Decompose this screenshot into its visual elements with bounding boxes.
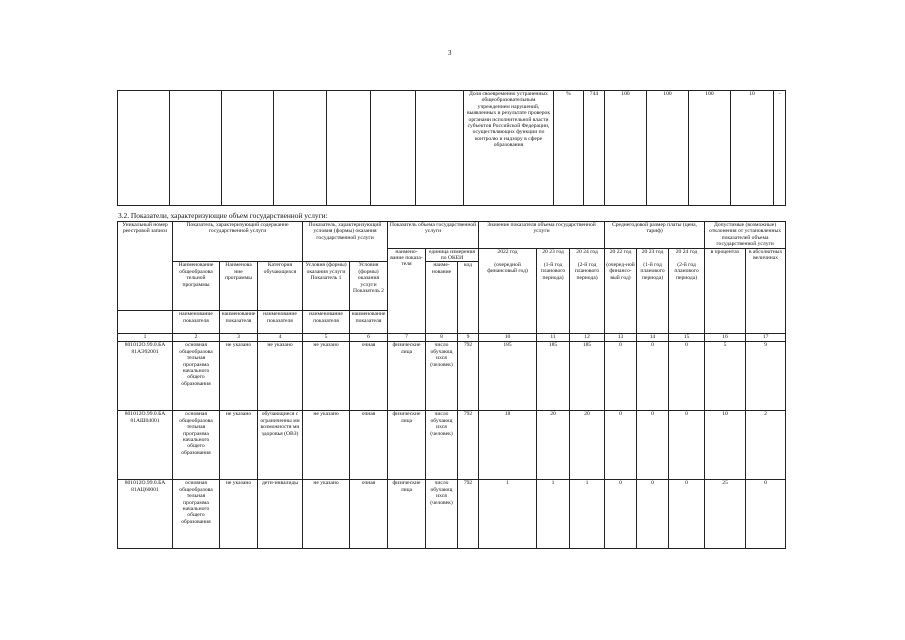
row-programs: не указано xyxy=(220,411,258,480)
row-program: основная общеобразова тельная программа начального общего образования xyxy=(173,342,220,411)
header-fee-2022: 20 22 год xyxy=(605,248,637,262)
row-condition-2: очная xyxy=(350,342,388,411)
empty-cell xyxy=(118,91,170,206)
column-number: 2 xyxy=(173,334,220,342)
quality-deviation-absolute: - xyxy=(774,91,786,206)
row-value-2024: 185 xyxy=(570,342,605,411)
empty-cell xyxy=(327,91,371,206)
row-condition-1: не указано xyxy=(303,480,350,549)
row-condition-1: не указано xyxy=(303,411,350,480)
column-number: 4 xyxy=(258,334,303,342)
column-number: 3 xyxy=(220,334,258,342)
row-value-2023: 1 xyxy=(537,480,570,549)
header-program-name: Наименование общеобразова тельной программы xyxy=(173,262,220,311)
header-volume-value: Значение показателя объема государственной услуги xyxy=(479,222,605,249)
row-fee-2024: 0 xyxy=(669,342,705,411)
empty-cell xyxy=(274,91,327,206)
header-in-percent: в процентах xyxy=(705,248,746,262)
column-number: 11 xyxy=(537,334,570,342)
row-unique-number: 801012О.99.0.БА 81АШ04001 xyxy=(118,411,173,480)
row-condition-1: не указано xyxy=(303,342,350,411)
column-number: 1 xyxy=(118,334,173,342)
row-unique-number: 801012О.99.0.БА 81АЦ60001 xyxy=(118,480,173,549)
row-program: основная общеобразова тельная программа начального общего образования xyxy=(173,480,220,549)
header-row xyxy=(118,222,786,249)
table-row xyxy=(118,480,786,549)
quality-deviation-percent: 10 xyxy=(731,91,774,206)
row-deviation-absolute: 9 xyxy=(746,342,786,411)
column-number: 10 xyxy=(479,334,537,342)
column-number: 9 xyxy=(458,334,479,342)
quality-unit: % xyxy=(554,91,584,206)
column-number-row xyxy=(118,334,786,342)
row-value-2024: 1 xyxy=(570,480,605,549)
column-number: 5 xyxy=(303,334,350,342)
row-programs: не указано xyxy=(220,342,258,411)
quality-okei-code: 744 xyxy=(584,91,605,206)
row-value-2024: 20 xyxy=(570,411,605,480)
quality-indicators-table xyxy=(117,90,786,206)
quality-value-2023: 100 xyxy=(647,91,689,206)
row-value-2022: 1 xyxy=(479,480,537,549)
row-deviation-percent: 25 xyxy=(705,480,746,549)
header-unit-okei: единица измерения по ОКЕИ xyxy=(426,248,479,262)
quality-row xyxy=(118,91,786,206)
empty-cell xyxy=(222,91,274,206)
row-category: не указано xyxy=(258,342,303,411)
row-deviation-percent: 10 xyxy=(705,411,746,480)
header-fee-2023-note: (1-й год планового периода) xyxy=(637,262,669,334)
empty-cell xyxy=(705,262,746,334)
quality-value-2022: 100 xyxy=(605,91,647,206)
header-volume-indicator: Показатель объема государственной услуги xyxy=(388,222,479,249)
header-sub-name: наименование показателя xyxy=(303,311,350,334)
header-sub-name: наименование показателя xyxy=(258,311,303,334)
column-number: 7 xyxy=(388,334,426,342)
row-category: дети-инвалиды xyxy=(258,480,303,549)
row-value-2022: 18 xyxy=(479,411,537,480)
header-fee-2023: 20 23 год xyxy=(637,248,669,262)
table-row xyxy=(118,411,786,480)
row-programs: не указано xyxy=(220,480,258,549)
row-fee-2022: 0 xyxy=(605,342,637,411)
column-number: 14 xyxy=(637,334,669,342)
header-unit-code: код xyxy=(458,262,479,334)
row-program: основная общеобразова тельная программа начального общего образования xyxy=(173,411,220,480)
row-deviation-percent: 5 xyxy=(705,342,746,411)
header-year-2023: 20 23 год xyxy=(537,248,570,262)
row-unit-code: 792 xyxy=(458,342,479,411)
column-number: 12 xyxy=(570,334,605,342)
row-unique-number: 801012О.99.0.БА 81АЭ92001 xyxy=(118,342,173,411)
row-value-2022: 185 xyxy=(479,342,537,411)
header-sub-name: наименование показателя xyxy=(220,311,258,334)
row-unit: число обучающ ихся (человек) xyxy=(426,342,458,411)
header-condition-1: Условия (формы) оказания услуги Показатель 1 xyxy=(303,262,350,311)
row-condition-2: очная xyxy=(350,411,388,480)
header-conditions-indicator: Показатель, характеризующий условия (формы) оказания государственной услуги xyxy=(303,222,388,262)
section-heading: 3.2. Показатели, характеризующие объем государственной услуги: xyxy=(118,211,328,220)
header-sub-name: наименование показателя xyxy=(173,311,220,334)
table-row xyxy=(118,342,786,411)
row-fee-2023: 0 xyxy=(637,342,669,411)
header-sub-name: наименование показателя xyxy=(350,311,388,334)
header-unique-number: Уникальный номер реестровой записи xyxy=(118,222,173,311)
header-year-2022: 2022 год xyxy=(479,248,537,262)
header-allowed-deviation: Допустимые (возможные) отклонения от установленных показателей объема государственной услуги xyxy=(705,222,786,249)
header-avg-fee: Среднегодовой размер платы (цена, тариф) xyxy=(605,222,705,249)
header-programs: Наименова ние программы xyxy=(220,262,258,311)
row-unit: число обучающ ихся (человек) xyxy=(426,411,458,480)
row-unit-code: 792 xyxy=(458,411,479,480)
header-student-category: Категория обучающихся xyxy=(258,262,303,311)
empty-cell xyxy=(746,262,786,334)
row-indicator: физические лица xyxy=(388,342,426,411)
empty-cell xyxy=(170,91,222,206)
row-value-2023: 185 xyxy=(537,342,570,411)
empty-cell xyxy=(118,311,173,334)
row-fee-2023: 0 xyxy=(637,411,669,480)
column-number: 13 xyxy=(605,334,637,342)
row-value-2023: 20 xyxy=(537,411,570,480)
header-year-2023-note: (1-й год планового периода) xyxy=(537,262,570,334)
header-content-indicator: Показатель, характеризующий содержание государственной услуги xyxy=(173,222,303,262)
row-indicator: физические лица xyxy=(388,480,426,549)
row-condition-2: очная xyxy=(350,480,388,549)
empty-cell xyxy=(371,91,416,206)
header-fee-2022-note: (очеред-ной финансо-вый год) xyxy=(605,262,637,334)
column-number: 17 xyxy=(746,334,786,342)
column-number: 6 xyxy=(350,334,388,342)
row-fee-2024: 0 xyxy=(669,480,705,549)
header-fee-2024: 20 24 год xyxy=(669,248,705,262)
row-indicator: физические лица xyxy=(388,411,426,480)
empty-cell xyxy=(416,91,464,206)
column-number: 16 xyxy=(705,334,746,342)
row-fee-2022: 0 xyxy=(605,411,637,480)
page-number: 3 xyxy=(448,49,452,57)
header-year-2024-note: (2-й год планового периода) xyxy=(570,262,605,334)
row-fee-2022: 0 xyxy=(605,480,637,549)
row-deviation-absolute: 2 xyxy=(746,411,786,480)
quality-indicator-name: Доля своевременно устраненных общеобразовательным учреждением нарушений, выявленных в результате проверок органами исполнительной власти субъектов Российской Федерации, осуществляющих функции по контролю и надзору в сфере образования xyxy=(464,91,554,206)
header-in-absolute: в абсолютных величинах xyxy=(746,248,786,262)
header-row xyxy=(118,262,786,311)
row-fee-2023: 0 xyxy=(637,480,669,549)
volume-indicators-table xyxy=(117,221,786,549)
row-unit: число обучающ ихся (человек) xyxy=(426,480,458,549)
row-deviation-absolute: 0 xyxy=(746,480,786,549)
row-unit-code: 792 xyxy=(458,480,479,549)
header-indicator-name: наимено-вание показа-теля xyxy=(388,248,426,334)
quality-value-2024: 100 xyxy=(689,91,731,206)
header-year-2024: 20 24 год xyxy=(570,248,605,262)
column-number: 8 xyxy=(426,334,458,342)
row-category: обучающиеся с ограниченны ми возможностя ми здоровья (ОВЗ) xyxy=(258,411,303,480)
header-fee-2024-note: (2-й год планового периода) xyxy=(669,262,705,334)
row-fee-2024: 0 xyxy=(669,411,705,480)
column-number: 15 xyxy=(669,334,705,342)
header-condition-2: Условия (формы) оказания услуги Показатель 2 xyxy=(350,262,388,311)
header-year-2022-note: (очередной финансовый год) xyxy=(479,262,537,334)
header-unit-name: наиме-нование xyxy=(426,262,458,334)
